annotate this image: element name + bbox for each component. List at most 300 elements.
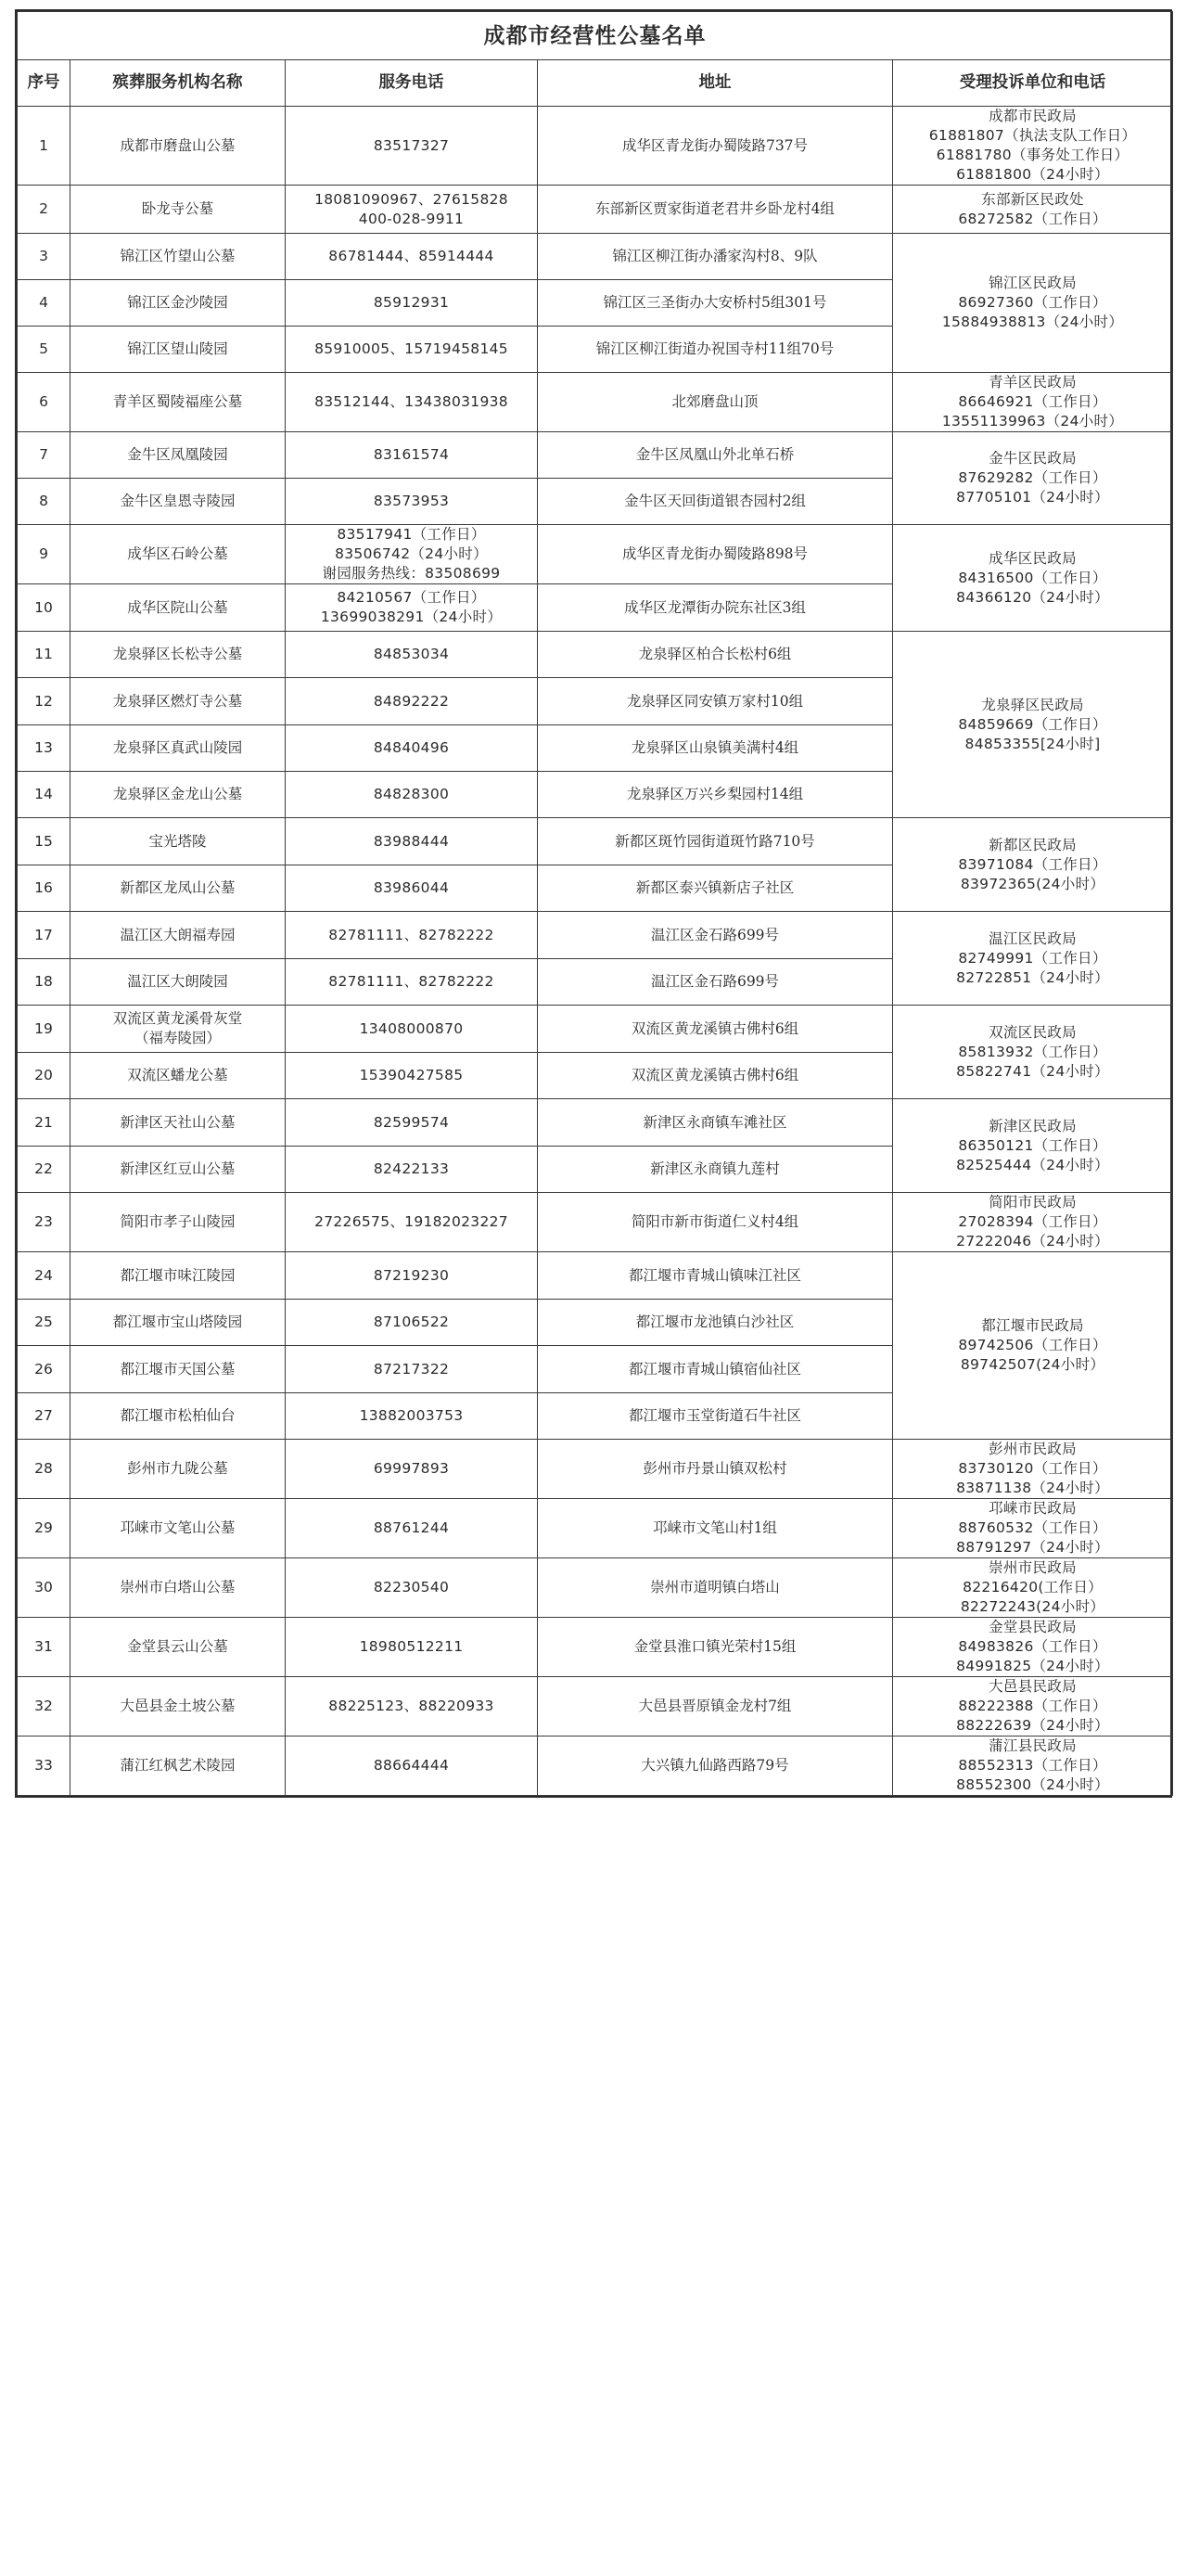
org-name-line: 新津区天社山公墓 [120, 1113, 236, 1131]
service-phone-line: 84210567（工作日） [337, 589, 486, 606]
complaint-contact-line: 新津区民政局 [989, 1117, 1077, 1134]
address-line: 都江堰市玉堂街道石牛社区 [628, 1407, 801, 1424]
complaint-contact [893, 525, 1173, 632]
service-phone [286, 1346, 538, 1393]
service-phone-line: 85912931 [373, 294, 450, 311]
service-phone [286, 1440, 538, 1499]
service-phone [286, 772, 538, 818]
row-index: 21 [18, 1099, 70, 1147]
address [538, 865, 893, 912]
row-index: 2 [18, 186, 70, 234]
org-name-line: 卧龙寺公墓 [141, 200, 214, 217]
row-index: 22 [18, 1147, 70, 1193]
complaint-contact-line: 84859669（工作日） [958, 715, 1107, 733]
address [538, 912, 893, 959]
address-line: 锦江区柳江街道办祝国寺村11组70号 [595, 340, 835, 357]
service-phone-line: 谢园服务热线：83508699 [322, 565, 501, 582]
org-name-line: 简阳市孝子山陵园 [120, 1213, 236, 1230]
row-index: 32 [18, 1677, 70, 1737]
complaint-contact-line: 大邑县民政局 [989, 1678, 1077, 1695]
address [538, 1440, 893, 1499]
header-complaint-contact: 受理投诉单位和电话 [893, 60, 1173, 107]
complaint-contact [893, 1677, 1173, 1737]
complaint-contact-line: 82722851（24小时） [956, 968, 1109, 986]
address [538, 327, 893, 373]
table-row [18, 525, 1173, 584]
org-name [70, 1737, 286, 1796]
row-index: 1 [18, 107, 70, 186]
org-name-line: 双流区黄龙溪骨灰堂 [112, 1010, 243, 1027]
complaint-contact-line: 88552313（工作日） [958, 1757, 1107, 1774]
complaint-contact-line: 86927360（工作日） [958, 294, 1107, 311]
table-row [18, 1677, 1173, 1737]
complaint-contact-line: 84983826（工作日） [958, 1638, 1107, 1655]
row-index: 12 [18, 678, 70, 725]
complaint-contact-line: 61881800（24小时） [956, 166, 1109, 183]
service-phone-line: 83512144、13438031938 [314, 393, 508, 410]
service-phone-line: 69997893 [373, 1460, 450, 1477]
complaint-contact [893, 1252, 1173, 1440]
row-index: 15 [18, 818, 70, 865]
address-line: 崇州市道明镇白塔山 [650, 1579, 780, 1596]
service-phone-line: 82230540 [373, 1579, 450, 1596]
org-name-line: 成都市磨盘山公墓 [120, 136, 236, 154]
service-phone-line: 87217322 [373, 1360, 450, 1378]
address-line: 简阳市新市街道仁义村4组 [631, 1213, 799, 1230]
address [538, 1618, 893, 1677]
address-line: 东部新区贾家街道老君井乡卧龙村4组 [595, 200, 835, 217]
org-name-line: 都江堰市宝山塔陵园 [112, 1314, 243, 1330]
row-index: 33 [18, 1737, 70, 1796]
service-phone-line: 83517327 [373, 136, 450, 154]
address-line: 双流区黄龙溪镇古佛村6组 [631, 1067, 799, 1083]
complaint-contact-line: 83871138（24小时） [956, 1480, 1109, 1496]
service-phone [286, 725, 538, 772]
address [538, 772, 893, 818]
service-phone-line: 82422133 [373, 1160, 450, 1177]
service-phone-line: 27226575、19182023227 [314, 1213, 508, 1230]
row-index: 4 [18, 280, 70, 327]
org-name-line: 大邑县金土坡公墓 [120, 1698, 236, 1714]
table-body [18, 107, 1173, 1796]
complaint-contact-line: 84366120（24小时） [956, 588, 1109, 606]
service-phone [286, 479, 538, 525]
row-index: 18 [18, 959, 70, 1006]
org-name [70, 1099, 286, 1147]
complaint-contact [893, 1440, 1173, 1499]
org-name-line: 锦江区竹望山公墓 [120, 248, 236, 264]
header-index: 序号 [18, 60, 70, 107]
address-line: 金牛区凤凰山外北单石桥 [635, 446, 795, 463]
complaint-contact-line: 成华区民政局 [989, 549, 1077, 567]
org-name-line: 金牛区皇恩寺陵园 [120, 493, 236, 509]
address [538, 1193, 893, 1252]
service-phone [286, 1393, 538, 1440]
address [538, 1737, 893, 1796]
service-phone [286, 1618, 538, 1677]
row-index: 9 [18, 525, 70, 584]
service-phone [286, 1006, 538, 1053]
org-name [70, 432, 286, 479]
org-name-line: 温江区大朗福寿园 [120, 926, 236, 943]
org-name [70, 525, 286, 584]
address [538, 525, 893, 584]
table-row [18, 1618, 1173, 1677]
org-name [70, 725, 286, 772]
service-phone-line: 82599574 [373, 1113, 450, 1131]
complaint-contact-line: 15884938813（24小时） [941, 314, 1124, 330]
service-phone-line: 83161574 [373, 446, 450, 463]
complaint-contact-line: 88222639（24小时） [956, 1717, 1109, 1734]
row-index: 29 [18, 1499, 70, 1558]
service-phone [286, 525, 538, 584]
service-phone-line: 88664444 [373, 1757, 450, 1774]
complaint-contact-line: 彭州市民政局 [989, 1441, 1077, 1457]
org-name [70, 1558, 286, 1618]
complaint-contact-line: 87705101（24小时） [956, 489, 1109, 506]
service-phone-line: 13408000870 [359, 1019, 464, 1037]
address-line: 温江区金石路699号 [650, 926, 780, 943]
row-index: 14 [18, 772, 70, 818]
address [538, 373, 893, 432]
service-phone-line: 83988444 [373, 832, 450, 850]
address [538, 479, 893, 525]
row-index: 13 [18, 725, 70, 772]
complaint-contact-line: 青羊区民政局 [989, 374, 1077, 391]
complaint-contact-line: 龙泉驿区民政局 [981, 696, 1084, 713]
complaint-contact-line: 温江区民政局 [989, 929, 1077, 947]
address-line: 龙泉驿区山泉镇美满村4组 [631, 739, 799, 756]
org-name [70, 1252, 286, 1300]
org-name-line: 成华区石岭公墓 [127, 545, 228, 562]
address-line: 都江堰市青城山镇味江社区 [628, 1266, 801, 1284]
row-index: 7 [18, 432, 70, 479]
org-name [70, 327, 286, 373]
table-row [18, 234, 1173, 280]
table-row [18, 1099, 1173, 1147]
service-phone-line: 82781111、82782222 [328, 926, 494, 943]
complaint-contact-line: 88222388（工作日） [958, 1698, 1107, 1714]
service-phone-line: 83573953 [373, 493, 450, 509]
org-name [70, 1300, 286, 1346]
address-line: 锦江区柳江街办潘家沟村8、9队 [612, 248, 818, 264]
complaint-contact-line: 88552300（24小时） [956, 1776, 1109, 1793]
org-name [70, 1006, 286, 1053]
service-phone-line: 18081090967、27615828 [314, 190, 508, 208]
complaint-contact-line: 27222046（24小时） [956, 1233, 1109, 1250]
org-name [70, 912, 286, 959]
address [538, 1053, 893, 1099]
address-line: 都江堰市龙池镇白沙社区 [635, 1314, 795, 1330]
address [538, 1346, 893, 1393]
org-name [70, 373, 286, 432]
complaint-contact-line: 82749991（工作日） [958, 949, 1107, 967]
service-phone [286, 818, 538, 865]
address [538, 1006, 893, 1053]
org-name-line: 龙泉驿区真武山陵园 [112, 739, 243, 756]
row-index: 16 [18, 865, 70, 912]
service-phone [286, 107, 538, 186]
service-phone [286, 432, 538, 479]
address-line: 邛崃市文笔山村1组 [653, 1519, 777, 1536]
service-phone-line: 84853034 [373, 646, 450, 662]
complaint-contact-line: 崇州市民政局 [989, 1559, 1077, 1576]
cemetery-list-sheet [15, 9, 1172, 1798]
row-index: 31 [18, 1618, 70, 1677]
org-name [70, 865, 286, 912]
address [538, 186, 893, 234]
row-index: 24 [18, 1252, 70, 1300]
table-row [18, 1737, 1173, 1796]
org-name [70, 1677, 286, 1737]
org-name-line: 温江区大朗陵园 [127, 973, 228, 990]
org-name-line: 金堂县云山公墓 [127, 1638, 228, 1655]
complaint-contact-line: 89742506（工作日） [958, 1337, 1107, 1353]
service-phone-line: 13699038291（24小时） [320, 609, 503, 625]
complaint-contact [893, 1099, 1173, 1193]
address [538, 1499, 893, 1558]
org-name-line: （福寿陵园） [134, 1030, 221, 1046]
service-phone [286, 1558, 538, 1618]
complaint-contact-line: 82216420(工作日） [963, 1579, 1103, 1596]
org-name [70, 818, 286, 865]
address [538, 280, 893, 327]
org-name [70, 1499, 286, 1558]
org-name-line: 彭州市九陇公墓 [127, 1460, 228, 1477]
complaint-contact-line: 都江堰市民政局 [981, 1317, 1084, 1334]
address-line: 金牛区天回街道银杏园村2组 [624, 493, 806, 509]
org-name-line: 崇州市白塔山公墓 [120, 1579, 236, 1596]
complaint-contact [893, 432, 1173, 525]
complaint-contact [893, 1558, 1173, 1618]
address [538, 1300, 893, 1346]
complaint-contact [893, 107, 1173, 186]
address [538, 725, 893, 772]
address [538, 1558, 893, 1618]
complaint-contact-line: 27028394（工作日） [958, 1213, 1107, 1230]
address-line: 成华区龙潭街办院东社区3组 [624, 598, 806, 616]
service-phone [286, 186, 538, 234]
complaint-contact-line: 82525444（24小时） [956, 1156, 1109, 1173]
org-name [70, 1393, 286, 1440]
address [538, 1393, 893, 1440]
address-line: 北郊磨盘山顶 [671, 393, 759, 410]
address-line: 大邑县晋原镇金龙村7组 [638, 1698, 792, 1714]
complaint-contact-line: 锦江区民政局 [989, 275, 1077, 291]
address-line: 大兴镇九仙路西路79号 [641, 1757, 789, 1774]
service-phone-line: 83517941（工作日） [337, 526, 486, 543]
table-row [18, 1440, 1173, 1499]
service-phone-line: 85910005、15719458145 [314, 340, 508, 357]
address-line: 金堂县淮口镇光荣村15组 [633, 1638, 797, 1655]
row-index: 8 [18, 479, 70, 525]
complaint-contact-line: 东部新区民政处 [981, 190, 1084, 208]
service-phone-line: 83506742（24小时） [335, 545, 488, 562]
address [538, 1252, 893, 1300]
complaint-contact-line: 成都市民政局 [989, 108, 1077, 124]
org-name-line: 蒲江红枫艺术陵园 [120, 1757, 236, 1774]
service-phone [286, 1193, 538, 1252]
service-phone-line: 13882003753 [359, 1407, 464, 1424]
org-name [70, 280, 286, 327]
complaint-contact-line: 86350121（工作日） [958, 1136, 1107, 1154]
org-name [70, 678, 286, 725]
service-phone-line: 87219230 [373, 1266, 450, 1284]
service-phone-line: 84892222 [373, 692, 450, 710]
address [538, 234, 893, 280]
address [538, 678, 893, 725]
address [538, 432, 893, 479]
org-name-line: 锦江区望山陵园 [127, 340, 228, 357]
complaint-contact-line: 83971084（工作日） [958, 855, 1107, 873]
row-index: 26 [18, 1346, 70, 1393]
complaint-contact-line: 61881780（事务处工作日） [936, 147, 1130, 163]
org-name-line: 双流区蟠龙公墓 [127, 1067, 228, 1083]
address-line: 新都区泰兴镇新店子社区 [635, 879, 795, 896]
service-phone [286, 373, 538, 432]
address [538, 632, 893, 678]
complaint-contact-line: 新都区民政局 [989, 836, 1077, 853]
table-row [18, 632, 1173, 678]
org-name [70, 1346, 286, 1393]
org-name [70, 1193, 286, 1252]
org-name [70, 479, 286, 525]
org-name [70, 1440, 286, 1499]
complaint-contact-line: 13551139963（24小时） [941, 413, 1124, 429]
complaint-contact-line: 88791297（24小时） [956, 1539, 1109, 1556]
service-phone [286, 280, 538, 327]
service-phone [286, 1053, 538, 1099]
service-phone [286, 234, 538, 280]
row-index: 25 [18, 1300, 70, 1346]
row-index: 20 [18, 1053, 70, 1099]
address [538, 1099, 893, 1147]
service-phone-line: 87106522 [373, 1314, 450, 1330]
complaint-contact-line: 83730120（工作日） [958, 1460, 1107, 1477]
table-row [18, 818, 1173, 865]
address [538, 107, 893, 186]
org-name-line: 新津区红豆山公墓 [120, 1160, 236, 1177]
table-row [18, 1558, 1173, 1618]
org-name-line: 成华区院山公墓 [127, 598, 228, 616]
complaint-contact [893, 373, 1173, 432]
complaint-contact-line: 84853355[24小时] [964, 735, 1101, 752]
service-phone-line: 88761244 [373, 1519, 450, 1536]
service-phone-line: 86781444、85914444 [328, 248, 494, 264]
address [538, 959, 893, 1006]
header-address: 地址 [538, 60, 893, 107]
complaint-contact-line: 83972365(24小时） [960, 875, 1105, 892]
org-name [70, 1618, 286, 1677]
row-index: 27 [18, 1393, 70, 1440]
complaint-contact [893, 1618, 1173, 1677]
row-index: 19 [18, 1006, 70, 1053]
org-name-line: 都江堰市天国公墓 [120, 1360, 236, 1378]
row-index: 30 [18, 1558, 70, 1618]
complaint-contact-line: 89742507(24小时） [960, 1356, 1105, 1373]
address-line: 双流区黄龙溪镇古佛村6组 [631, 1019, 799, 1037]
complaint-contact-line: 85822741（24小时） [956, 1062, 1109, 1080]
row-index: 11 [18, 632, 70, 678]
complaint-contact-line: 双流区民政局 [989, 1023, 1077, 1041]
table-row [18, 432, 1173, 479]
complaint-contact-line: 简阳市民政局 [989, 1194, 1077, 1211]
complaint-contact [893, 1499, 1173, 1558]
table-row [18, 912, 1173, 959]
org-name [70, 186, 286, 234]
service-phone-line: 15390427585 [359, 1067, 464, 1083]
row-index: 6 [18, 373, 70, 432]
address-line: 都江堰市青城山镇宿仙社区 [628, 1360, 801, 1378]
complaint-contact [893, 912, 1173, 1006]
org-name-line: 邛崃市文笔山公墓 [120, 1519, 236, 1536]
org-name-line: 宝光塔陵 [148, 832, 207, 850]
address-line: 锦江区三圣街办大安桥村5组301号 [603, 294, 827, 311]
header-org-name: 殡葬服务机构名称 [70, 60, 286, 107]
complaint-contact-line: 84991825（24小时） [956, 1658, 1109, 1674]
address-line: 温江区金石路699号 [650, 973, 780, 990]
service-phone [286, 912, 538, 959]
service-phone [286, 865, 538, 912]
address [538, 1147, 893, 1193]
org-name-line: 青羊区蜀陵福座公墓 [112, 393, 243, 410]
complaint-contact-line: 84316500（工作日） [958, 569, 1107, 586]
table-row [18, 1193, 1173, 1252]
table-title: 成都市经营性公墓名单 [18, 12, 1173, 60]
org-name [70, 234, 286, 280]
row-index: 3 [18, 234, 70, 280]
service-phone-line: 88225123、88220933 [328, 1698, 494, 1714]
org-name [70, 772, 286, 818]
service-phone [286, 1147, 538, 1193]
service-phone-line: 82781111、82782222 [328, 973, 494, 990]
table-row [18, 107, 1173, 186]
complaint-contact-line: 82272243(24小时） [960, 1598, 1105, 1615]
table-row [18, 1499, 1173, 1558]
complaint-contact [893, 1006, 1173, 1099]
address-line: 新都区斑竹园街道斑竹路710号 [615, 832, 815, 850]
org-name-line: 锦江区金沙陵园 [127, 294, 228, 311]
title-row [18, 12, 1173, 60]
address [538, 584, 893, 632]
org-name-line: 龙泉驿区金龙山公墓 [112, 786, 243, 802]
org-name-line: 都江堰市松柏仙台 [120, 1407, 236, 1424]
address-line: 新津区永商镇九莲村 [650, 1160, 780, 1177]
address-line: 成华区青龙街办蜀陵路737号 [621, 136, 809, 154]
service-phone-line: 84840496 [373, 739, 450, 756]
address-line: 成华区青龙街办蜀陵路898号 [621, 545, 809, 562]
address-line: 新津区永商镇车滩社区 [643, 1113, 787, 1131]
complaint-contact-line: 蒲江县民政局 [989, 1737, 1077, 1754]
complaint-contact [893, 818, 1173, 912]
service-phone-line: 83986044 [373, 879, 450, 896]
table-row [18, 1006, 1173, 1053]
org-name-line: 龙泉驿区长松寺公墓 [112, 646, 243, 662]
service-phone [286, 584, 538, 632]
service-phone-line: 400-028-9911 [358, 210, 465, 227]
service-phone [286, 632, 538, 678]
org-name-line: 新都区龙凤山公墓 [120, 879, 236, 896]
complaint-contact-line: 邛崃市民政局 [989, 1500, 1077, 1517]
complaint-contact [893, 234, 1173, 373]
complaint-contact-line: 金堂县民政局 [989, 1619, 1077, 1635]
org-name [70, 1147, 286, 1193]
address-line: 龙泉驿区万兴乡梨园村14组 [626, 786, 804, 802]
service-phone [286, 1300, 538, 1346]
service-phone [286, 1677, 538, 1737]
address-line: 彭州市丹景山镇双松村 [643, 1460, 787, 1477]
table-row [18, 373, 1173, 432]
